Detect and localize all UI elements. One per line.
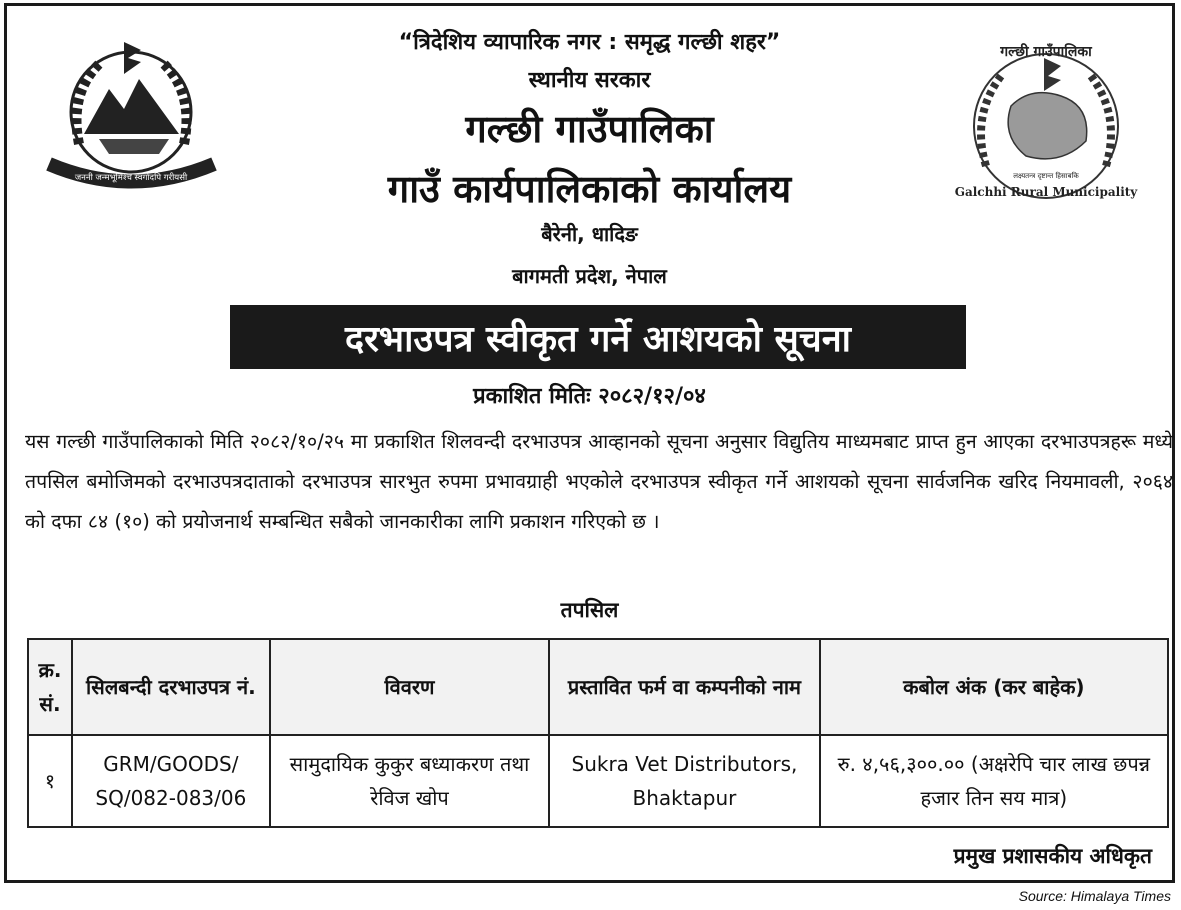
galchhi-municipality-logo <box>941 36 1151 211</box>
notice-frame <box>4 3 1175 883</box>
header-quoted-amount: कबोल अंक (कर बाहेक) <box>820 639 1168 735</box>
bid-details-table <box>27 638 1169 828</box>
schedule-heading: तपसिल <box>560 598 619 622</box>
notice-body: यस गल्छी गाउँपालिकाको मिति २०८२/१०/२५ मा प्रकाशित शिलवन्दी दरभाउपत्र आव्हानको सूचना अनुसार विद्युतिय माध्यमबाट प्राप्त हुन आएका दरभाउपत्रहरू मध्ये तपसिल बमोजिमको दरभाउपत्रदाताको दरभाउपत्र सारभुत रुपमा प्रभावग्राही भएकोले दरभाउपत्र स्वीकृत गर्ने आशयको सूचना सार्वजनिक खरिद नियमावली, २०६४ को दफा ८४ (१०) को प्रयोजनार्थ सम्बन्धित सबैको जानकारीका लागि प्रकाशन गरिएको छ । <box>25 430 1173 533</box>
office-name: गाउँ कार्यपालिकाको कार्यालय <box>387 167 792 211</box>
cell-quoted-amount: रु. ४,५६,३००.०० (अक्षरेपि चार लाख छपन्न हजार तिन सय मात्र) <box>820 735 1168 827</box>
municipality-name: गल्छी गाउँपालिका <box>465 107 714 151</box>
table-header-row <box>28 639 1168 735</box>
province-country: बागमती प्रदेश, नेपाल <box>512 264 667 288</box>
signatory-title: प्रमुख प्रशासकीय अधिकृत <box>953 844 1152 868</box>
tagline: “त्रिदेशिय व्यापारिक नगर : समृद्ध गल्छी शहर” <box>398 30 781 55</box>
notice-title-banner: दरभाउपत्र स्वीकृत गर्ने आशयको सूचना <box>230 305 966 369</box>
header-sealed-bid-no: सिलबन्दी दरभाउपत्र नं. <box>72 639 270 735</box>
header-serial-no: क्र. सं. <box>28 639 72 735</box>
logo-name-english: Galchhi Rural Municipality <box>954 185 1138 199</box>
cell-description: सामुदायिक कुकुर बध्याकरण तथा रेविज खोप <box>270 735 549 827</box>
table-row <box>28 735 1168 827</box>
logo-name-nepali: गल्छी गाउँपालिका <box>1000 44 1092 60</box>
source-credit: Source: Himalaya Times <box>1018 888 1171 904</box>
local-government-label: स्थानीय सरकार <box>528 68 651 93</box>
logo-motto: लक्ष्यतन्त्र दृष्टान्त हिसाबकि <box>1013 172 1079 180</box>
coat-of-arms-motto: जननी जन्मभूमिश्च स्वर्गादपि गरीयसी <box>74 173 188 183</box>
office-address: बैरेनी, धादिङ <box>541 222 638 246</box>
published-date: प्रकाशित मितिः २०८२/१२/०४ <box>473 384 706 409</box>
header-description: विवरण <box>270 639 549 735</box>
cell-sealed-bid-no: GRM/GOODS/ SQ/082-083/06 <box>72 735 270 827</box>
header-proposed-firm: प्रस्तावित फर्म वा कम्पनीको नाम <box>549 639 820 735</box>
cell-proposed-firm: Sukra Vet Distributors, Bhaktapur <box>549 735 820 827</box>
cell-serial-no: १ <box>28 735 72 827</box>
